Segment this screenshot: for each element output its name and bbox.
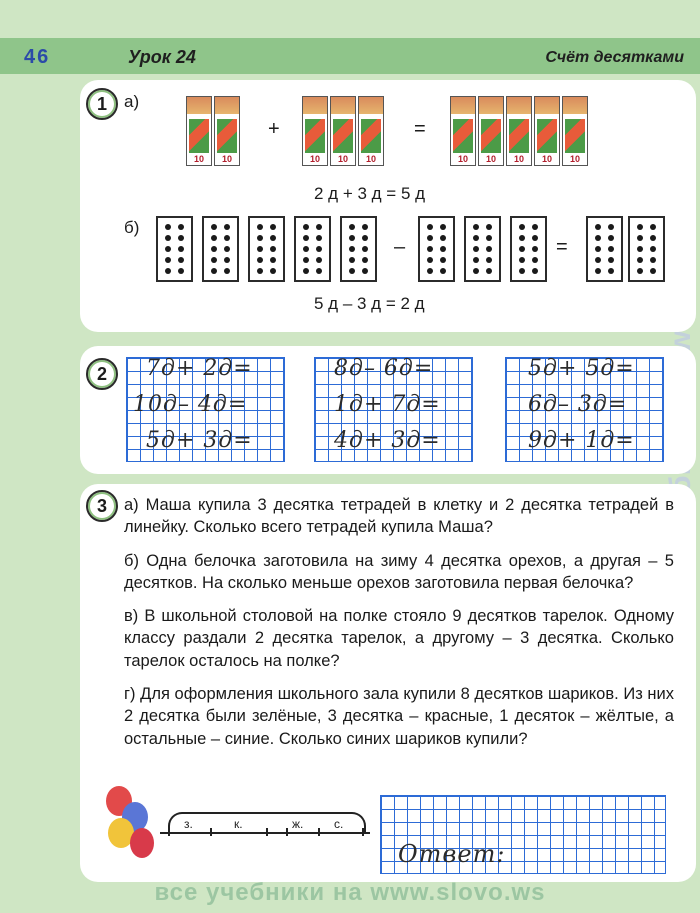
dot — [637, 268, 643, 274]
dot — [224, 257, 230, 263]
expression: 9д+ 1д= — [528, 428, 635, 453]
dot — [440, 224, 446, 230]
segment-tick — [318, 828, 320, 836]
dot — [595, 235, 601, 241]
dot — [608, 257, 614, 263]
task1-part-b-label: б) — [124, 218, 140, 237]
dot — [257, 257, 263, 263]
dot — [316, 224, 322, 230]
dot — [303, 268, 309, 274]
task3-item-b: б) Одна белочка заготовила на зиму 4 десятка орехов, а другая – 5 десятков. На сколько меньше орехов заготовила первая белочка? — [124, 551, 674, 592]
dot — [224, 235, 230, 241]
dot — [178, 246, 184, 252]
dot — [440, 246, 446, 252]
dot — [257, 224, 263, 230]
task1-equation-a: 2 д + 3 д = 5 д — [314, 184, 426, 203]
dot — [362, 268, 368, 274]
dot — [362, 246, 368, 252]
dot — [440, 257, 446, 263]
dot — [532, 257, 538, 263]
dot — [270, 268, 276, 274]
dot — [211, 235, 217, 241]
dot — [427, 257, 433, 263]
dot — [316, 246, 322, 252]
dot — [637, 235, 643, 241]
expression: 1д+ 7д= — [334, 392, 441, 417]
dot — [595, 268, 601, 274]
expression: 8д– 6д= — [334, 356, 434, 381]
dot — [519, 268, 525, 274]
dot — [270, 257, 276, 263]
notebook-pack: 10 — [450, 96, 476, 166]
dot — [650, 224, 656, 230]
dot — [211, 268, 217, 274]
dot — [519, 246, 525, 252]
dot — [257, 268, 263, 274]
dot — [257, 246, 263, 252]
balloon-red — [130, 828, 154, 858]
equals-sign: = — [414, 118, 426, 140]
dot — [165, 246, 171, 252]
dot — [650, 235, 656, 241]
ten-dots-box — [248, 216, 285, 282]
dot — [178, 235, 184, 241]
dot — [303, 224, 309, 230]
segment-tick — [286, 828, 288, 836]
dot — [473, 257, 479, 263]
dot — [637, 224, 643, 230]
dot — [270, 235, 276, 241]
dot — [608, 268, 614, 274]
ten-dots-box — [464, 216, 501, 282]
ten-dots-box — [156, 216, 193, 282]
dot — [224, 268, 230, 274]
dot — [440, 268, 446, 274]
dot — [650, 257, 656, 263]
side-watermark: учебники — [664, 405, 697, 545]
topic-title: Счёт десятками — [545, 49, 684, 66]
task2-number: 2 — [86, 358, 118, 390]
dot — [427, 268, 433, 274]
notebook-pack: 10 — [214, 96, 240, 166]
task1-equation-b: 5 д – 3 д = 2 д — [314, 294, 425, 313]
dot — [532, 235, 538, 241]
answer-label: Ответ: — [398, 840, 506, 868]
ten-dots-box — [202, 216, 239, 282]
dot — [165, 235, 171, 241]
dot — [595, 257, 601, 263]
footer-watermark: все учебники на www.slovo.ws — [154, 879, 546, 906]
notebook-pack: 10 — [506, 96, 532, 166]
ten-dots-box — [510, 216, 547, 282]
dot — [224, 224, 230, 230]
expression: 5д+ 5д= — [528, 356, 635, 381]
dot — [303, 235, 309, 241]
dot — [270, 246, 276, 252]
dot — [608, 235, 614, 241]
dot — [211, 246, 217, 252]
dot — [362, 224, 368, 230]
expression: 4д+ 3д= — [334, 428, 441, 453]
dot — [519, 224, 525, 230]
dot — [165, 257, 171, 263]
dot — [303, 246, 309, 252]
segment-tick — [266, 828, 268, 836]
dot — [486, 235, 492, 241]
dot — [178, 224, 184, 230]
dot — [519, 235, 525, 241]
notebook-pack: 10 — [562, 96, 588, 166]
dot — [349, 224, 355, 230]
ten-dots-box — [628, 216, 665, 282]
dot — [486, 268, 492, 274]
dot — [211, 224, 217, 230]
expression: 6д– 3д= — [528, 392, 628, 417]
notebook-pack: 10 — [358, 96, 384, 166]
notebook-pack: 10 — [534, 96, 560, 166]
dot — [637, 257, 643, 263]
dot — [650, 246, 656, 252]
dot — [362, 257, 368, 263]
dot — [316, 257, 322, 263]
dot — [427, 235, 433, 241]
notebook-pack: 10 — [478, 96, 504, 166]
task3-number: 3 — [86, 490, 118, 522]
dot — [473, 268, 479, 274]
lesson-title: Урок 24 — [128, 47, 196, 67]
notebook-pack: 10 — [330, 96, 356, 166]
dot — [608, 224, 614, 230]
expression: 7д+ 2д= — [146, 356, 253, 381]
dot — [519, 257, 525, 263]
dot — [637, 246, 643, 252]
dot — [532, 224, 538, 230]
dot — [486, 246, 492, 252]
minus-sign: – — [394, 236, 406, 258]
segment-label: ж. — [292, 817, 304, 831]
segment-tick — [362, 828, 364, 836]
dot — [473, 224, 479, 230]
dot — [595, 246, 601, 252]
dot — [349, 246, 355, 252]
equals-sign: = — [556, 236, 568, 258]
task3-item-a: а) Маша купила 3 десятка тетрадей в клетку и 2 десятка тетрадей в линейку. Сколько всего тетрадей купила Маша? — [124, 496, 674, 537]
dot — [178, 268, 184, 274]
dot — [257, 235, 263, 241]
dot — [486, 224, 492, 230]
dot — [316, 235, 322, 241]
dot — [532, 268, 538, 274]
dot — [303, 257, 309, 263]
dot — [427, 224, 433, 230]
ten-dots-box — [418, 216, 455, 282]
ten-dots-box — [294, 216, 331, 282]
dot — [532, 246, 538, 252]
notebook-pack: 10 — [302, 96, 328, 166]
plus-sign: + — [268, 118, 280, 140]
segment-label: к. — [234, 817, 243, 831]
expression: 5д+ 3д= — [146, 428, 253, 453]
ten-dots-box — [340, 216, 377, 282]
segment-line — [160, 832, 370, 834]
notebook-pack: 10 — [186, 96, 212, 166]
dot — [473, 235, 479, 241]
dot — [486, 257, 492, 263]
dot — [349, 268, 355, 274]
dot — [362, 235, 368, 241]
dot — [178, 257, 184, 263]
segment-tick — [168, 828, 170, 836]
task1-part-a-label: а) — [124, 92, 140, 111]
dot — [316, 268, 322, 274]
task3-item-d: г) Для оформления школьного зала купили 8 десятков шариков. Из них 2 десятка были зелёные, 3 десятка – красные, 1 десяток – жёлтые, а остальные – синие. Сколько синих шариков купили? — [124, 685, 674, 748]
dot — [211, 257, 217, 263]
dot — [440, 235, 446, 241]
task3-text — [124, 494, 674, 761]
dot — [595, 224, 601, 230]
header-band — [0, 38, 700, 74]
dot — [650, 268, 656, 274]
page-number: 46 — [24, 46, 51, 68]
dot — [349, 235, 355, 241]
segment-tick — [210, 828, 212, 836]
dot — [349, 257, 355, 263]
segment-label: з. — [184, 817, 193, 831]
ten-dots-box — [586, 216, 623, 282]
dot — [270, 224, 276, 230]
dot — [224, 246, 230, 252]
segment-label: с. — [334, 817, 344, 831]
dot — [473, 246, 479, 252]
dot — [608, 246, 614, 252]
dot — [165, 268, 171, 274]
expression: 10д– 4д= — [133, 392, 248, 417]
dot — [427, 246, 433, 252]
task1-number: 1 — [86, 88, 118, 120]
task3-item-c: в) В школьной столовой на полке стояло 9 десятков тарелок. Одному классу раздали 2 десятка тарелок, а другому – 3 десятка. Сколько тарелок осталось на полке? — [124, 607, 674, 670]
dot — [165, 224, 171, 230]
